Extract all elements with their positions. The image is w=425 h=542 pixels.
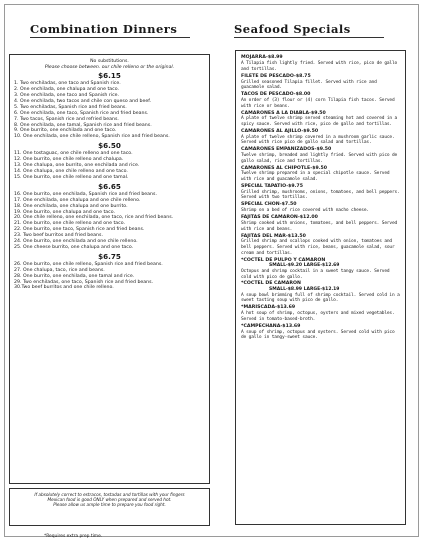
seafood-item	[241, 74, 401, 91]
seafood-item-name: *COCTEL DE CAMARON	[241, 281, 301, 287]
seafood-item	[241, 234, 401, 257]
seafood-item	[241, 111, 401, 128]
combo-item: 27. One chalupa, taco, rice and beans.	[14, 267, 105, 273]
seafood-item-name: SPECIAL TAPATIO-$9.75	[241, 184, 303, 190]
seafood-title: Seafood Specials	[234, 22, 351, 36]
seafood-item-desc: Twelve shrimp prepared in a special chipotle sauce. Served with rice and guacamole salad.	[241, 171, 390, 183]
seafood-item	[241, 147, 401, 164]
seafood-item-desc: A hot soup of shrimp, octopus, oysters and mixed vegetables. Served in tomato-based-broth.	[241, 311, 395, 322]
seafood-item-name: *CAMPECHANA-$13.69	[241, 323, 301, 329]
combo-item: 7. Two tacos, Spanish rice and refried beans.	[14, 116, 119, 122]
combo-item: 1. Two enchiladas, one taco and Spanish rice.	[14, 81, 121, 87]
combination-title-underline	[30, 37, 190, 38]
footnote-line: Mexican food is good ONLY when prepared and served hot.	[47, 497, 172, 503]
seafood-item-sizes: SMALL-$8.99 LARGE-$12.19	[269, 287, 340, 293]
seafood-item-desc: A soup bowl brimming full of shrimp cocktail. Served cold in a sweet tasting soup with pico de gallo.	[241, 292, 400, 304]
seafood-item-name: FILETE DE PESCADO-$8.75	[241, 73, 311, 79]
footnote-box	[9, 488, 210, 526]
seafood-item-desc: Shrimp on a bed of rice covered with nacho cheese.	[241, 208, 369, 214]
combo-item: 21. One burrito, one chile relleno and one taco.	[14, 221, 126, 227]
seafood-item-name: CAMARONES AL AJILLO-$9.50	[241, 128, 319, 134]
seafood-item-name: *MARISCADA-$13.69	[241, 305, 296, 311]
seafood-item	[241, 324, 401, 341]
seafood-list	[235, 50, 406, 525]
combo-item: 9. One burrito, one enchilada and one taco.	[14, 128, 117, 134]
section-price: $6.75	[98, 251, 121, 261]
combo-item: 5. Two enchiladas, Spanish rice and fried beans.	[14, 104, 127, 110]
seafood-item-desc: A plate of twelve shrimp served steaming hot and covered in a spicy sauce. Served with rice, pico de gallo and tortillas.	[241, 116, 398, 127]
seafood-item-sizes: SMALL-$9.20 LARGE-$12.69	[269, 263, 340, 269]
combo-item: 13. One chalupa, one burrito, one enchilada and rice.	[14, 163, 140, 169]
seafood-item-desc: A plate of twelve shrimp covered in a mushroom garlic sauce. Served with rice pico de gallo salad and tortillas.	[241, 134, 395, 146]
seafood-item	[241, 202, 401, 213]
combo-item: 26. One burrito, one chile relleno, Spanish rice and fried beans.	[14, 261, 163, 267]
combo-item: 10. One enchilada, one chile relleno, Spanish rice and fried beans.	[14, 134, 170, 140]
combo-item: 6. One enchilada, one taco, Spanish rice and fried beans.	[14, 110, 149, 116]
combo-item: 24. One burrito, one enchilada and one chile relleno.	[14, 239, 138, 245]
combo-item: 22. One burrito, one taco, Spanish rice and fried beans.	[14, 227, 145, 233]
combo-section-3	[14, 181, 205, 251]
seafood-item-desc: Octopus and shrimp cocktail in a sweet tangy sauce. Served cold with pico de gallo.	[241, 268, 390, 280]
seafood-item	[241, 166, 401, 183]
combo-item: 23. Two beef burritos and fried beans.	[14, 233, 103, 239]
no-substitutions-note: No substitutions.	[90, 59, 129, 64]
seafood-item	[241, 305, 401, 322]
combo-item: 4. One enchilada, two tacos and chile con queso and beef.	[14, 98, 152, 104]
seafood-item-desc: Grilled seasoned Tilapia fillet. Served with rice and guacamole salad.	[241, 79, 377, 91]
seafood-item-name: *COCTEL DE PULPO Y CAMARON	[241, 257, 326, 263]
seafood-item	[241, 258, 401, 281]
combo-item: 17. One enchilada, one chalupa and one chile relleno.	[14, 197, 141, 203]
seafood-item-name: FAJITAS DEL MAR-$13.50	[241, 233, 306, 239]
combo-item: 15. One burrito, one chile relleno and one tamal.	[14, 174, 129, 180]
seafood-item-desc: Shrimp cooked with onions, tomatoes, and bell peppers. Served with rice and beans.	[241, 220, 398, 232]
seafood-item-desc: A Tilapia fish lightly fried. Served with rice, pico de gallo and tortillas.	[241, 61, 398, 72]
seafood-title-underline	[234, 37, 384, 38]
seafood-item-name: FAJITAS DE CAMARON-$12.00	[241, 215, 318, 221]
seafood-item	[241, 215, 401, 232]
section-price: $6.50	[98, 141, 121, 151]
seafood-item	[241, 92, 401, 109]
seafood-item	[241, 55, 401, 72]
combo-item: 11. One tostaguac, one chile relleno and one taco.	[14, 151, 133, 157]
combo-item: 20. One chile relleno, one enchilada, one taco, rice and fried beans.	[14, 215, 174, 221]
seafood-item	[241, 281, 401, 304]
seafood-item-name: CAMARONES AL CHIPOTLE-$9.50	[241, 165, 328, 171]
footnote-line: Please allow us ample time to prepare you food right.	[53, 502, 166, 508]
combo-item: 18. One enchilada, one chalupa and one burrito.	[14, 203, 128, 209]
section-price: $6.15	[98, 71, 121, 81]
seafood-item-desc: Twelve shrimp, breaded and lightly fried. Served with pico de gallo salad, rice and tortillas.	[241, 153, 398, 164]
combo-item: 30.Two beef burritos and one chile relleno.	[14, 285, 114, 291]
combo-item: 8. One enchilada, one tamal, Spanish rice and fried beans.	[14, 122, 152, 128]
extra-prep-note: *Requires extra prep time.	[44, 534, 103, 539]
combination-title: Combination Dinners	[30, 22, 178, 36]
seafood-item	[241, 129, 401, 146]
seafood-item-name: CAMARONES EMPANIZADOS-$9.50	[241, 147, 332, 153]
combo-section-2	[14, 140, 205, 181]
seafood-item-desc: Grilled shrimp, mushrooms, onions, tomatoes, and bell peppers. Served with two tortillas.	[241, 189, 400, 201]
combo-section-1	[14, 70, 205, 140]
section-price: $6.65	[98, 181, 121, 191]
combo-item: 2. One enchilada, one chalupa and one taco.	[14, 87, 120, 93]
seafood-item-name: MOJARRA-$8.99	[241, 55, 283, 61]
seafood-item-desc: Grilled shrimp and scallops cooked with onion, tomatoes and bell peppers. Served with rice, beans, guacamole salad, sour cream and tortillas.	[241, 239, 395, 256]
combo-item: 19. One burrito, one chalupa and one taco.	[14, 209, 116, 215]
seafood-item-name: TACOS DE PESCADO-$8.00	[241, 92, 311, 98]
seafood-item-name: CAMARONES A LA DIABLA-$9.50	[241, 110, 326, 116]
combo-item: 29. Two enchiladas, one taco, Spanish rice and fried beans.	[14, 279, 154, 285]
combo-item: 3. One enchilada, one taco and Spanish rice.	[14, 93, 120, 98]
seafood-item	[241, 184, 401, 201]
choose-between-note: Please choose between. our chile relleno or the original.	[44, 64, 175, 70]
combination-list	[9, 54, 210, 484]
seafood-item-name: SPECIAL CHON-$7.50	[241, 202, 297, 208]
seafood-item-desc: An order of (3) flour or (4) corn Tilapia fish tacos. Served with rice or beans.	[241, 97, 395, 109]
combo-item: 14. One chalupa, one chile relleno and one taco.	[14, 168, 128, 174]
combo-item: 25. One cheese burrito, one chalupa and one taco.	[14, 244, 134, 250]
footnote-line: If absolutely correct to estracos, tostadas and tortillas with your fingers	[34, 492, 185, 497]
combo-item: 28. One burrito, one enchilada, one tamal and rice.	[14, 273, 135, 279]
combo-item: 16. One burrito, one enchilada, Spanish rice and fried beans.	[14, 191, 157, 197]
combo-item: 12. One burrito, one chile relleno and chalupa.	[14, 157, 124, 163]
seafood-item-desc: A soup of shrimp, octopus and oysters. Served cold with pico de gallo in tangy-sweet sauce.	[241, 329, 395, 341]
combo-section-4	[14, 251, 205, 292]
